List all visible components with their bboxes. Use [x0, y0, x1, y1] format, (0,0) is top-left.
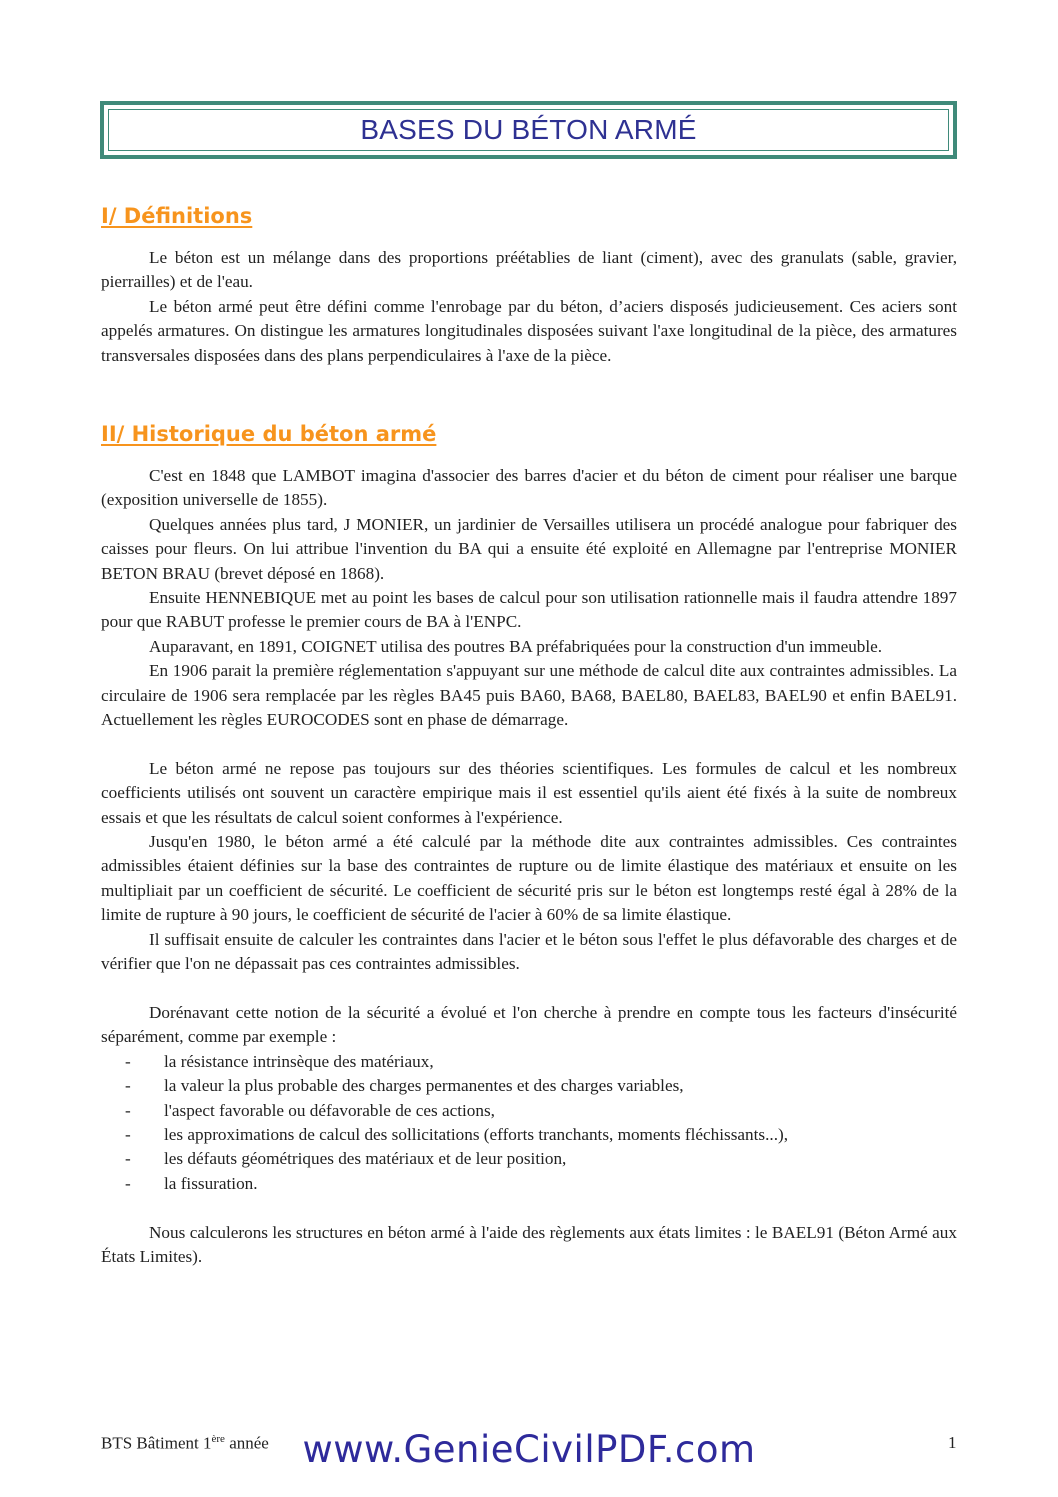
paragraph: Ensuite HENNEBIQUE met au point les bases de calcul pour son utilisation rationnelle mais il faudra attendre 1897 pour que RABUT professe le premier cours de BA à l'ENPC. [101, 588, 957, 632]
paragraph: Quelques années plus tard, J MONIER, un jardinier de Versailles utilisera un procédé analogue pour fabriquer des caisses pour fleurs. On lui attribue l'invention du BA qui a ensuite été exploité en Allemagne par l'entreprise MONIER BETON BRAU (brevet déposé en 1868). [101, 514, 957, 583]
paragraph: Jusqu'en 1980, le béton armé a été calculé par la méthode dite aux contraintes admissibles. Ces contraintes admissibles étaient définies sur la base des contraintes de rupture ou de limite élastique des matériaux et ensuite on les multipliait par un coefficient de sécurité. Le coefficient de sécurité pris sur le béton est longtemps resté égal à 28% de la limite de rupture à 90 jours, le coefficient de sécurité de l'acier à 60% de sa limite élastique. [101, 832, 957, 925]
list-item: - l'aspect favorable ou défavorable de ces actions, [101, 1099, 957, 1123]
paragraph: Le béton armé ne repose pas toujours sur des théories scientifiques. Les formules de calcul et les nombreux coefficients utilisés ont souvent un caractère empirique mais il est essentiel qu'ils aient été fixés à la suite de nombreux essais et que les résultats de calcul soient conformes à l'expérience. [101, 758, 957, 827]
watermark-link[interactable]: www.GenieCivilPDF.com [302, 1428, 756, 1471]
list-item: - les défauts géométriques des matériaux et de leur position, [101, 1147, 957, 1171]
list-marker: - [125, 1149, 131, 1169]
title-inner-frame [108, 109, 949, 151]
paragraph: C'est en 1848 que LAMBOT imagina d'associer des barres d'acier et du béton de ciment pour réaliser une barque (exposition universelle de 1855). [101, 466, 957, 510]
document-title: BASES DU BÉTON ARMÉ [360, 114, 697, 145]
paragraph: Dorénavant cette notion de la sécurité a évolué et l'on cherche à prendre en compte tous les facteurs d'insécurité séparément, comme par exemple : [101, 1002, 957, 1047]
list-marker: - [125, 1173, 131, 1193]
section-body-historique [101, 464, 957, 1269]
list-marker: - [125, 1076, 131, 1096]
paragraph: Le béton est un mélange dans des proportions préétablies de liant (ciment), avec des granulats (sable, gravier, pierrailles) et de l'eau. [101, 248, 957, 292]
paragraph: Le béton armé peut être défini comme l'enrobage par du béton, d’aciers disposés judicieusement. Ces aciers sont appelés armatures. On distingue les armatures longitudinales disposées suivant l'axe longitudinal de la pièce, des armatures transversales disposées dans des plans perpendiculaires à l'axe de la pièce. [101, 296, 957, 365]
section-body-definitions [101, 246, 957, 368]
footer-course: BTS Bâtiment 1ère année [101, 1433, 269, 1453]
list-item: - la fissuration. [101, 1172, 957, 1196]
list-marker: - [125, 1124, 131, 1144]
section-heading-definitions: I/ Définitions [101, 204, 253, 228]
paragraph: Il suffisait ensuite de calculer les contraintes dans l'acier et le béton sous l'effet le plus défavorable des charges et de vérifier que l'on ne dépassait pas ces contraintes admissibles. [101, 929, 957, 974]
list-item: - la valeur la plus probable des charges permanentes et des charges variables, [101, 1074, 957, 1098]
list-item: - la résistance intrinsèque des matériaux, [101, 1050, 957, 1074]
list-item: - les approximations de calcul des sollicitations (efforts tranchants, moments fléchissants...), [101, 1123, 957, 1147]
list-marker: - [125, 1051, 131, 1071]
section-heading-historique: II/ Historique du béton armé [101, 422, 437, 446]
list-marker: - [125, 1100, 131, 1120]
paragraph: En 1906 parait la première réglementation s'appuyant sur une méthode de calcul dite aux contraintes admissibles. La circulaire de 1906 sera remplacée par les règles BA45 puis BA60, BA68, BAEL80, BAEL83, BAEL90 et enfin BAEL91. Actuellement les règles EUROCODES sont en phase de démarrage. [101, 661, 957, 730]
factor-list [101, 1050, 957, 1196]
page-number: 1 [948, 1433, 957, 1452]
paragraph: Auparavant, en 1891, COIGNET utilisa des poutres BA préfabriquées pour la construction d'un immeuble. [149, 636, 883, 656]
title-frame [100, 101, 957, 159]
paragraph: Nous calculerons les structures en béton armé à l'aide des règlements aux états limites : le BAEL91 (Béton Armé aux États Limites). [101, 1222, 957, 1266]
